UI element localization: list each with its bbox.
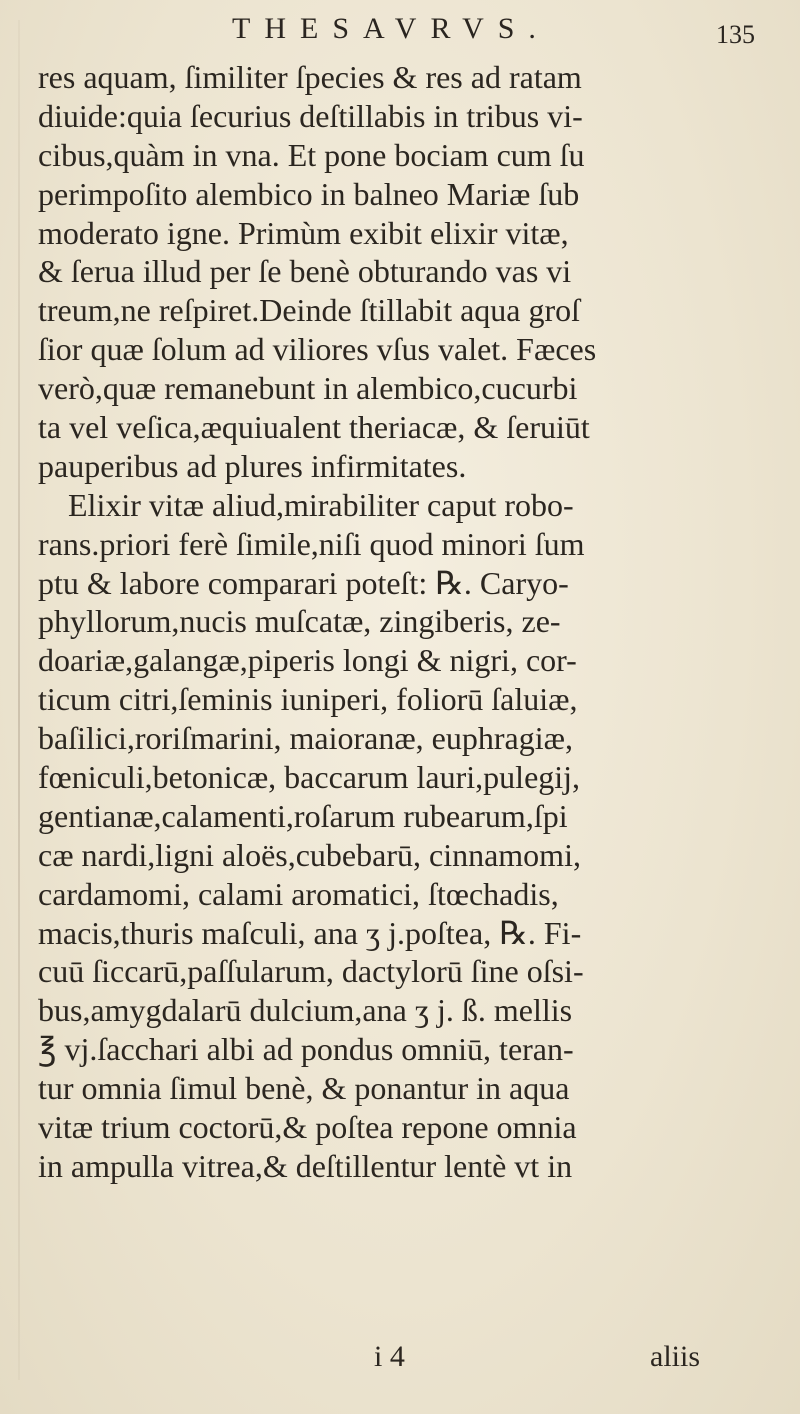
text-line: doariæ,galangæ,piperis longi & nigri, cor- [38,642,577,679]
running-head: THESAVRVS. [232,12,550,45]
text-line: & ſerua illud per ſe benè obturando vas vi [38,253,572,290]
text-line: ptu & labore comparari poteſt: ℞. Caryo- [38,564,569,601]
text-line: moderato igne. Primùm exibit elixir vitæ, [38,214,569,251]
catchword: aliis [650,1340,700,1373]
text-line: bus,amygdalarū dulcium,ana ʒ j. ß. mellis [38,992,573,1029]
text-line: verò,quæ remanebunt in alembico,cucurbi [38,370,578,407]
text-line: cæ nardi,ligni aloës,cubebarū, cinnamomi, [38,836,581,873]
text-line: gentianæ,calamenti,roſarum rubearum,ſpi [38,797,568,834]
gutter-shadow [18,20,20,1380]
text-line: ℥ vj.ſacchari albi ad pondus omniū, teran- [38,1031,574,1068]
page-footer [0,1340,800,1380]
text-line: macis,thuris maſculi, ana ʒ j.poſtea, ℞. Fi- [38,914,582,951]
text-line: diuide:quia ſecurius deſtillabis in tribus vi- [38,97,583,134]
text-line: baſilici,roriſmarini, maioranæ, euphragiæ, [38,720,573,757]
text-line: ſior quæ ſolum ad viliores vſus valet. Fæces [38,331,597,368]
text-line: perimpoſito alembico in balneo Mariæ ſub [38,175,580,212]
text-line: cardamomi, calami aromatici, ſtœchadis, [38,875,559,912]
page-header [0,6,800,56]
text-line: rans.priori ferè ſimile,niſi quod minori ſum [38,525,585,562]
text-line: phyllorum,nucis muſcatæ, zingiberis, ze- [38,603,561,640]
signature-mark: i 4 [374,1340,405,1373]
body-text [38,58,783,1186]
page-number: 135 [716,20,755,49]
text-line: treum,ne reſpiret.Deinde ſtillabit aqua groſ [38,292,581,329]
text-line: ta vel veſica,æquiualent theriacæ, & ſeruiūt [38,409,590,446]
text-line: tur omnia ſimul benè, & ponantur in aqua [38,1070,570,1107]
text-line: fœniculi,betonicæ, baccarum lauri,pulegij, [38,759,581,796]
text-line: cibus,quàm in vna. Et pone bociam cum ſu [38,136,585,173]
text-line: vitæ trium coctorū,& poſtea repone omnia [38,1109,577,1146]
paragraph-first-line: Elixir vitæ aliud,mirabiliter caput robo- [68,486,574,523]
text-line: cuū ſiccarū,paſſularum, dactylorū ſine oſsi- [38,953,584,990]
text-line: res aquam, ſimiliter ſpecies & res ad ratam [38,59,582,95]
text-line: ticum citri,ſeminis iuniperi, foliorū ſaluiæ, [38,681,578,718]
text-line: in ampulla vitrea,& deſtillentur lentè vt in [38,1147,573,1184]
text-line: pauperibus ad plures infirmitates. [38,447,467,484]
